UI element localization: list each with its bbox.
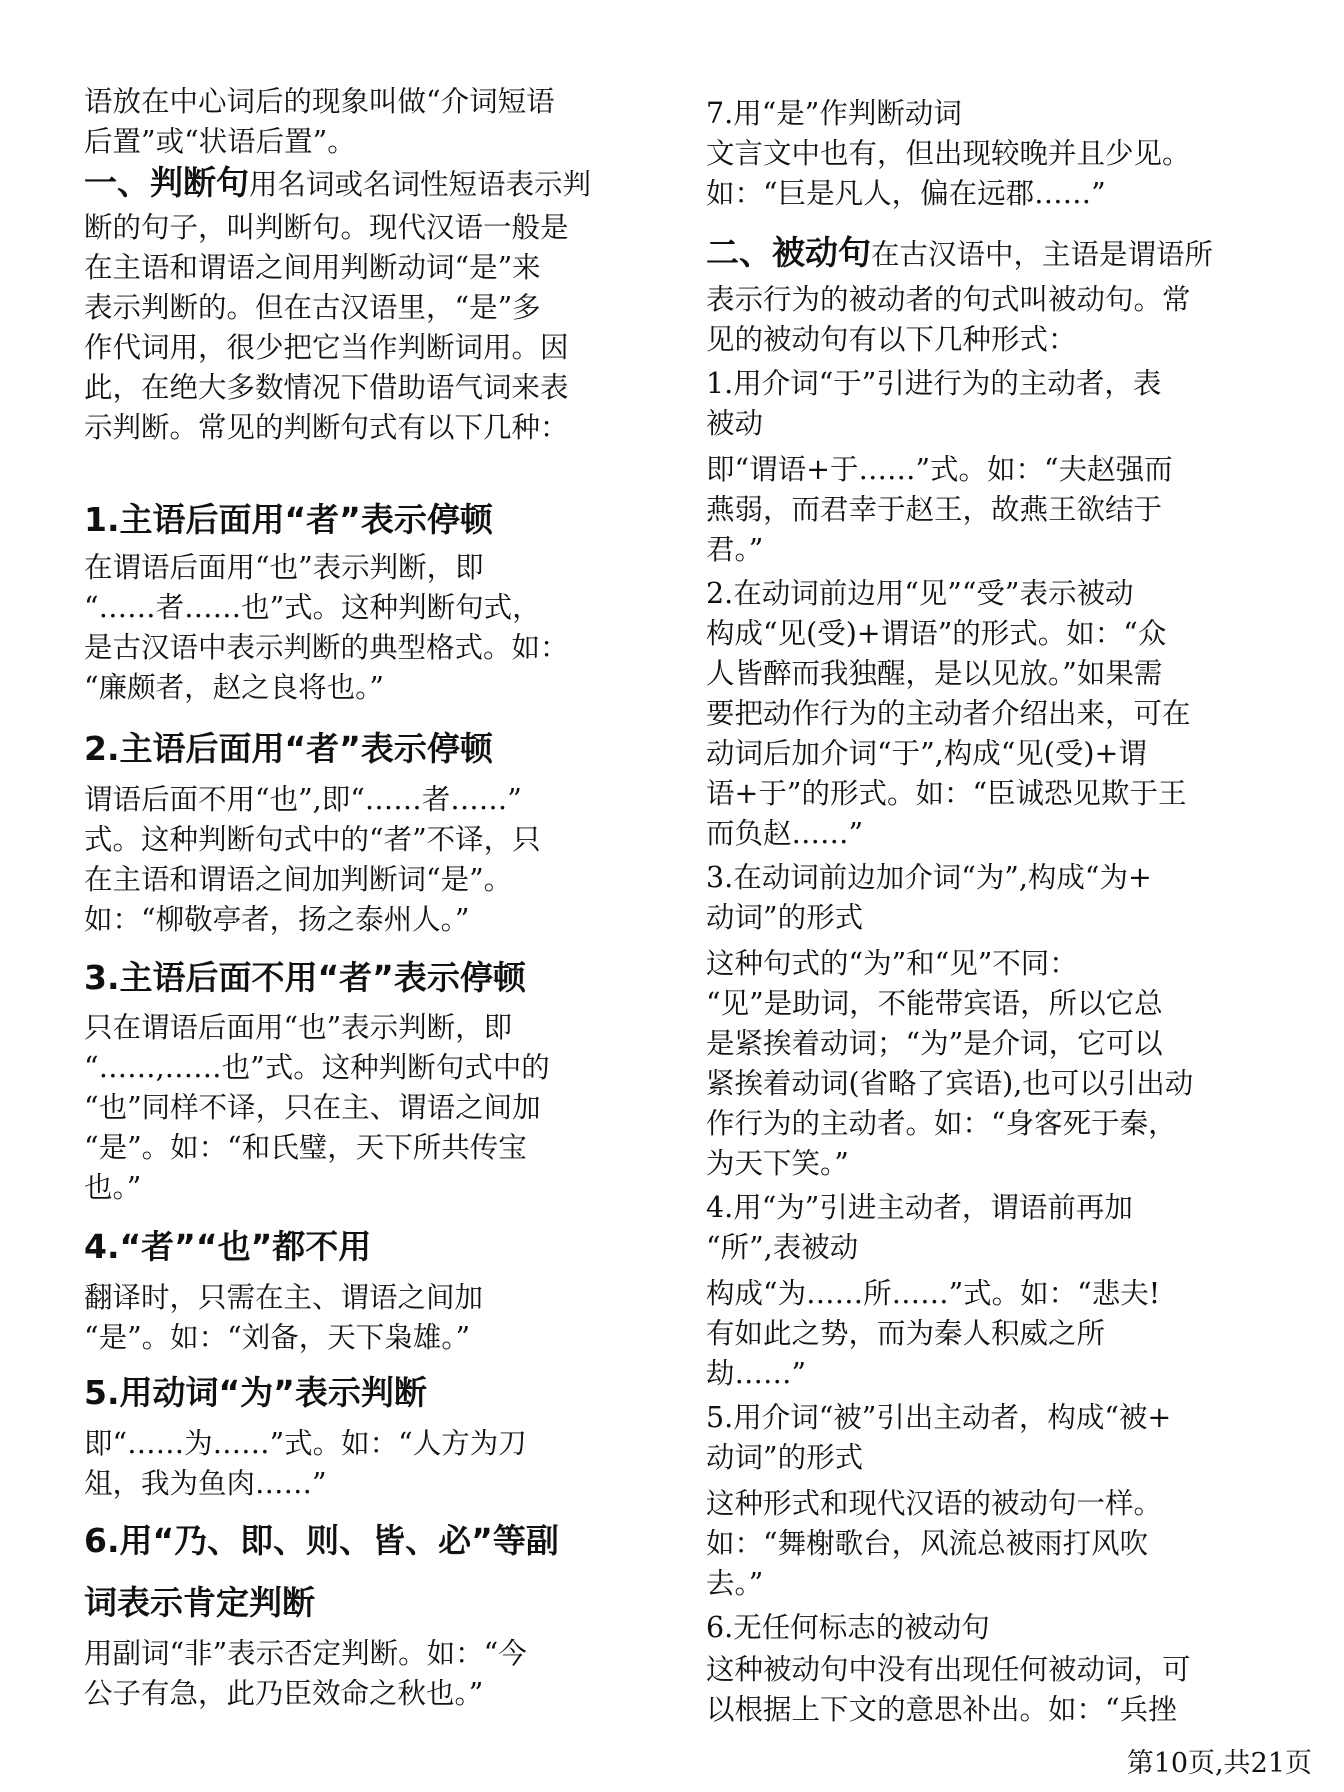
body-line: 构成“见(受)+谓语”的形式。如：“众: [706, 617, 1167, 650]
item-heading: 1.用介词“于”引进行为的主动者，表: [706, 367, 1162, 400]
body-line: 这种句式的“为”和“见”不同：: [706, 947, 1078, 980]
body-line: 有如此之势，而为秦人积威之所: [706, 1317, 1106, 1350]
body-line: 去。”: [706, 1567, 764, 1600]
body-line: 翻译时，只需在主、谓语之间加: [84, 1281, 484, 1314]
body-line: 为天下笑。”: [706, 1147, 849, 1180]
item-heading: 3.在动词前边加介词“为”,构成“为+: [706, 861, 1152, 894]
item-heading: “所”,表被动: [706, 1231, 859, 1264]
body-line: 用副词“非”表示否定判断。如：“今: [84, 1637, 527, 1670]
page-number: 第10页,共21页: [1126, 1748, 1312, 1779]
item-heading: 5.用介词“被”引出主动者，构成“被+: [706, 1401, 1172, 1434]
body-line: 人皆醉而我独醒，是以见放。”如果需: [706, 657, 1163, 690]
body-line: 即“谓语+于……”式。如：“夫赵强而: [706, 453, 1173, 486]
body-line: 这种被动句中没有出现任何被动词，可: [706, 1653, 1191, 1686]
subheading: 4.“者”“也”都不用: [84, 1227, 372, 1266]
body-line: 以根据上下文的意思补出。如：“兵挫: [706, 1693, 1177, 1726]
subheading: 2.主语后面用“者”表示停顿: [84, 729, 493, 768]
body-line: 作行为的主动者。如：“身客死于秦，: [706, 1107, 1177, 1140]
body-line: 表示判断的。但在古汉语里，“是”多: [84, 291, 541, 324]
body-line: “廉颇者，赵之良将也。”: [84, 671, 384, 704]
body-line: 表示行为的被动者的句式叫被动句。常: [706, 283, 1191, 316]
body-line: 在主语和谓语之间加判断词“是”。: [84, 863, 513, 896]
body-line: “……,……也”式。这种判断句式中的: [84, 1051, 550, 1084]
body-line: 是古汉语中表示判断的典型格式。如：: [84, 631, 569, 664]
body-line: 见的被动句有以下几种形式：: [706, 323, 1077, 356]
intro-line: 后置”或“状语后置”。: [84, 125, 356, 158]
item-heading: 4.用“为”引进主动者，谓语前再加: [706, 1191, 1133, 1224]
subheading: 6.用“乃、即、则、皆、必”等副: [84, 1521, 559, 1560]
subheading: 1.主语后面用“者”表示停顿: [84, 500, 493, 539]
body-line: 即“……为……”式。如：“人方为刀: [84, 1427, 527, 1460]
body-line: 语+于”的形式。如：“臣诚恐见欺于王: [706, 777, 1187, 810]
subheading-continued: 词表示肯定判断: [84, 1583, 315, 1622]
section-intro-text: 在古汉语中，主语是谓语所: [871, 238, 1214, 271]
body-line: 式。这种判断句式中的“者”不译，只: [84, 823, 541, 856]
item-heading: 动词”的形式: [706, 901, 864, 934]
intro-line: 语放在中心词后的现象叫做“介词短语: [84, 85, 555, 118]
body-line: 只在谓语后面用“也”表示判断，即: [84, 1011, 513, 1044]
body-line: 示判断。常见的判断句式有以下几种：: [84, 411, 569, 444]
body-line: 要把动作行为的主动者介绍出来，可在: [706, 697, 1191, 730]
body-line: 而负赵……”: [706, 817, 864, 850]
body-line: 劫……”: [706, 1357, 807, 1390]
body-line: 在主语和谓语之间用判断动词“是”来: [84, 251, 541, 284]
body-line: 文言文中也有，但出现较晚并且少见。: [706, 137, 1191, 170]
subheading: 5.用动词“为”表示判断: [84, 1373, 427, 1412]
body-line: 构成“为……所……”式。如：“悲夫!: [706, 1277, 1161, 1310]
section-heading-judgment: [84, 160, 591, 206]
subheading: 3.主语后面不用“者”表示停顿: [84, 958, 526, 997]
body-line: “……者……也”式。这种判断句式，: [84, 591, 541, 624]
body-line: 如：“柳敬亭者，扬之泰州人。”: [84, 903, 470, 936]
body-line: 此，在绝大多数情况下借助语气词来表: [84, 371, 569, 404]
item-heading: 2.在动词前边用“见”“受”表示被动: [706, 577, 1134, 610]
body-line: “见”是助词，不能带宾语，所以它总: [706, 987, 1163, 1020]
body-line: 是紧挨着动词；“为”是介词，它可以: [706, 1027, 1163, 1060]
section-title: 一、判断句: [84, 163, 249, 202]
body-line: 这种形式和现代汉语的被动句一样。: [706, 1487, 1163, 1520]
body-line: 公子有急，此乃臣效命之秋也。”: [84, 1677, 484, 1710]
body-line: 俎，我为鱼肉……”: [84, 1467, 327, 1500]
body-line: 燕弱，而君幸于赵王，故燕王欲结于: [706, 493, 1163, 526]
body-line: 谓语后面不用“也”,即“……者……”: [84, 783, 522, 816]
body-line: 如：“舞榭歌台，风流总被雨打风吹: [706, 1527, 1149, 1560]
body-line: 断的句子，叫判断句。现代汉语一般是: [84, 211, 569, 244]
section-title: 二、被动句: [706, 233, 871, 272]
body-line: “是”。如：“刘备，天下枭雄。”: [84, 1321, 471, 1354]
item-heading: 动词”的形式: [706, 1441, 864, 1474]
body-line: 在谓语后面用“也”表示判断，即: [84, 551, 484, 584]
body-line: “是”。如：“和氏璧，天下所共传宝: [84, 1131, 527, 1164]
item-heading: 被动: [706, 407, 764, 440]
section-intro-text: 用名词或名词性短语表示判: [249, 168, 592, 201]
section-heading-passive: [706, 230, 1213, 276]
body-line: 紧挨着动词(省略了宾语),也可以引出动: [706, 1067, 1194, 1100]
body-line: 作代词用，很少把它当作判断词用。因: [84, 331, 569, 364]
body-line: 如：“巨是凡人，偏在远郡……”: [706, 177, 1106, 210]
item-heading: 6.无任何标志的被动句: [706, 1611, 990, 1644]
body-line: 也。”: [84, 1171, 142, 1204]
body-line: 动词后加介词“于”,构成“见(受)+谓: [706, 737, 1147, 770]
body-line: “也”同样不译，只在主、谓语之间加: [84, 1091, 541, 1124]
item-heading: 7.用“是”作判断动词: [706, 97, 962, 130]
body-line: 君。”: [706, 533, 764, 566]
